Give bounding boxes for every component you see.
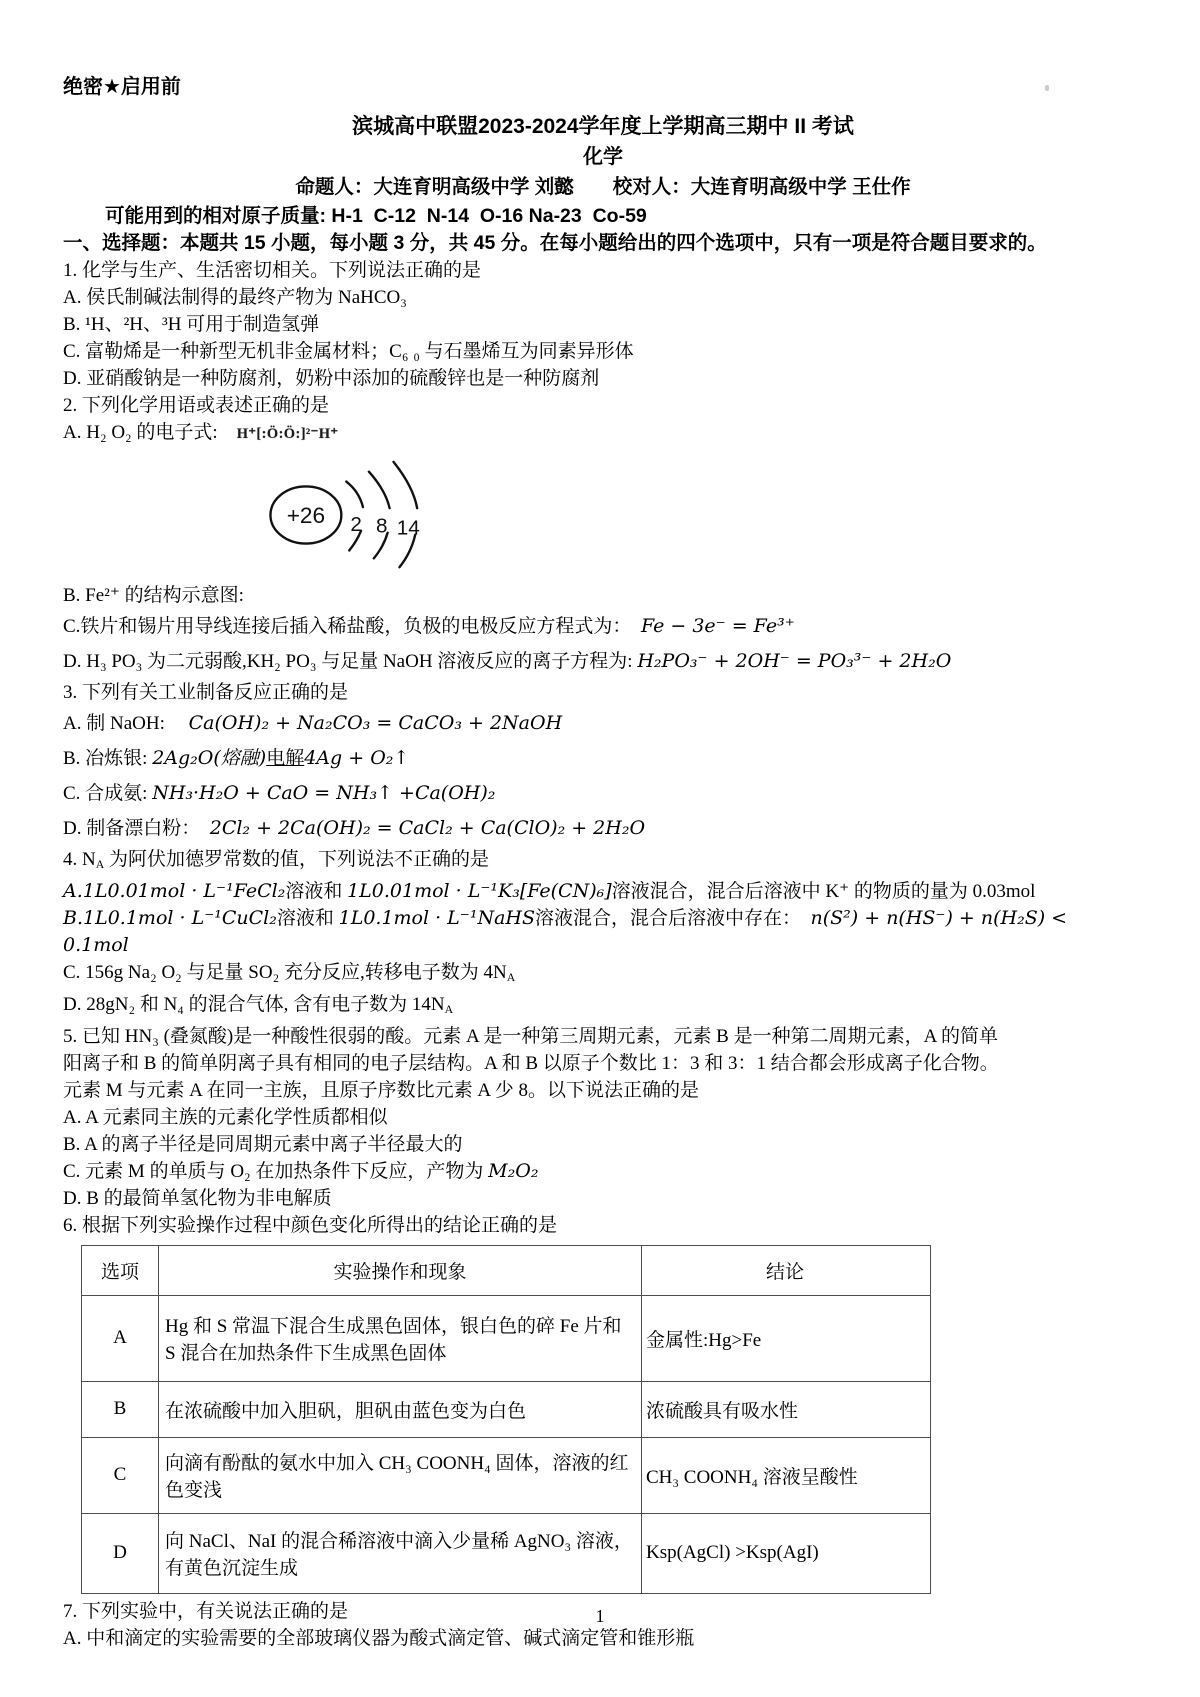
text-segment: A. 制 NaOH: — [63, 713, 189, 734]
text-segment: A — [506, 970, 516, 984]
authors-line: 命题人：大连育明高级中学 刘懿 校对人：大连育明高级中学 王仕作 — [295, 176, 911, 198]
text-line — [63, 905, 1143, 932]
text-segment: D. 28gN₂ 和 N₄ 的混合气体, 含有电子数为 14N — [63, 993, 445, 1015]
text-line — [63, 811, 1143, 846]
table-row — [82, 1513, 931, 1593]
text-segment: D. 亚硝酸钠是一种防腐剂，奶粉中添加的硫酸锌也是一种防腐剂 — [63, 368, 600, 389]
text-line — [63, 644, 1143, 679]
text-line — [63, 1185, 1143, 1212]
text-segment: C. 156g Na₂ O₂ 与足量 SO₂ 充分反应,转移电子数为 4N — [63, 961, 507, 983]
table-cell: 在浓硫酸中加入胆矾，胆矾由蓝色变为白色 — [159, 1381, 642, 1437]
table-cell: CH₃ COONH₄ 溶液呈酸性 — [642, 1437, 931, 1513]
text-segment: B. ¹H、²H、³H 可用于制造氢弹 — [63, 314, 320, 335]
text-segment: 5. 已知 HN₃ (叠氮酸)是一种酸性很弱的酸。元素 A 是一种第三周期元素，元素 B 是一种第二周期元素，A 的简单 — [63, 1025, 998, 1047]
text-line — [63, 609, 1143, 644]
text-line — [63, 419, 1143, 448]
table-header-cell: 选项 — [82, 1245, 159, 1295]
text-segment: 溶液混合，混合后溶液中 K⁺ 的物质的量为 0.03mol — [611, 880, 1036, 902]
atomic-masses-line: 可能用到的相对原子质量: H-1 C-12 N-14 O-16 Na-23 Co-59 — [105, 205, 647, 227]
text-line — [63, 338, 1143, 365]
text-line — [63, 932, 1143, 959]
text-segment: 2Cl₂ + 2Ca(OH)₂ = CaCl₂ + Ca(ClO)₂ + 2H₂O — [209, 817, 646, 839]
table-cell: 向滴有酚酞的氨水中加入 CH₃ COONH₄ 固体，溶液的红色变浅 — [159, 1437, 642, 1513]
text-line — [63, 1023, 1143, 1050]
text-line — [63, 284, 1143, 311]
question6-table-head — [82, 1245, 931, 1295]
security-label: 绝密★启用前 — [63, 76, 181, 98]
table-cell: 向 NaCl、NaI 的混合稀溶液中滴入少量稀 AgNO₃ 溶液，有黄色沉淀生成 — [159, 1513, 642, 1593]
text-segment: Ca(OH)₂ + Na₂CO₃ = CaCO₃ + 2NaOH — [188, 712, 563, 734]
questions-block-1 — [63, 257, 1143, 448]
text-line — [63, 991, 1143, 1023]
text-segment: 4. N — [63, 849, 96, 870]
text-segment: A. 侯氏制碱法制得的最终产物为 NaHCO₃ — [63, 287, 407, 308]
text-segment: C. 合成氨: — [63, 783, 153, 804]
text-segment: 1. 化学与生产、生活密切相关。下列说法正确的是 — [63, 260, 482, 281]
text-segment: D. B 的最简单氢化物为非电解质 — [63, 1187, 332, 1209]
text-segment: A — [444, 1002, 454, 1016]
text-segment: 溶液和 — [276, 907, 339, 929]
text-segment: 3. 下列有关工业制备反应正确的是 — [63, 682, 349, 703]
text-segment: B. 冶炼银: — [63, 748, 153, 769]
text-line — [63, 1104, 1143, 1131]
shell-electron-count: 8 — [375, 514, 388, 538]
table-row — [82, 1295, 931, 1381]
table-row — [82, 1437, 931, 1513]
text-segment: H⁺[:Ö:Ö:]²⁻H⁺ — [236, 426, 339, 442]
text-segment: 6. 根据下列实验操作过程中颜色变化所得出的结论正确的是 — [63, 1214, 558, 1236]
text-line — [63, 706, 1143, 741]
text-line — [63, 1158, 1143, 1185]
question6-table-body — [82, 1295, 931, 1593]
table-cell: 浓硫酸具有吸水性 — [642, 1381, 931, 1437]
text-segment: B. A 的离子半径是同周期元素中离子半径最大的 — [63, 1133, 463, 1155]
shell-electron-count: 2 — [350, 512, 362, 536]
text-line — [63, 311, 1143, 338]
table-row — [82, 1381, 931, 1437]
text-segment: A. H₂ O₂ 的电子式: — [63, 422, 237, 443]
text-line — [63, 1212, 1143, 1239]
text-segment: 为阿伏加德罗常数的值，下列说法不正确的是 — [104, 849, 489, 870]
text-segment: Fe − 3e⁻ = Fe³⁺ — [640, 615, 795, 637]
text-line — [63, 1077, 1143, 1104]
text-segment: D. H₃ PO₃ 为二元弱酸,KH₂ PO₃ 与足量 NaOH 溶液反应的离子方程为: — [63, 651, 638, 672]
text-line — [63, 257, 1143, 284]
exam-title: 滨城高中联盟2023-2024学年度上学期高三期中 II 考试 — [352, 115, 854, 138]
atom-structure-diagram — [253, 452, 473, 580]
text-segment: A. 中和滴定的实验需要的全部玻璃仪器为酸式滴定管、碱式滴定管和锥形瓶 — [63, 1627, 695, 1649]
text-segment: 1L0.1mol · L⁻¹NaHS — [338, 906, 535, 929]
text-segment: A — [95, 857, 105, 871]
section-heading: 一、选择题：本题共 15 小题，每小题 3 分，共 45 分。在每小题给出的四个选项中，只有一项是符合题目要求的。 — [63, 232, 1047, 254]
subject-title: 化学 — [583, 146, 623, 168]
text-segment: A. A 元素同主族的元素化学性质都相似 — [63, 1106, 388, 1128]
text-segment: C. 富勒烯是一种新型无机非金属材料；C₆ ₀ 与石墨烯互为同素异形体 — [63, 341, 634, 362]
text-segment: 7. 下列实验中，有关说法正确的是 — [63, 1600, 349, 1622]
text-line — [63, 1131, 1143, 1158]
table-cell: Hg 和 S 常温下混合生成黑色固体，银白色的碎 Fe 片和 S 混合在加热条件下生成黑色固体 — [159, 1295, 642, 1381]
text-segment: n(S²) + n(HS⁻) + n(H₂S) < — [810, 906, 1068, 929]
text-line — [63, 1625, 1143, 1652]
text-line — [63, 959, 1143, 991]
text-line — [63, 679, 1143, 706]
table-cell: B — [82, 1381, 159, 1437]
text-segment: C. 元素 M 的单质与 O₂ 在加热条件下反应，产物为 — [63, 1160, 489, 1182]
text-line — [63, 878, 1143, 905]
text-line — [63, 582, 1143, 609]
text-line — [63, 741, 1143, 776]
table-cell: 金属性:Hg>Fe — [642, 1295, 931, 1381]
text-segment: M₂O₂ — [488, 1159, 539, 1182]
text-segment: 阳离子和 B 的简单阴离子具有相同的电子层结构。A 和 B 以原子个数比 1：3 和 3：1 结合都会形成离子化合物。 — [63, 1052, 999, 1074]
text-line — [63, 365, 1143, 392]
text-segment: H₂PO₃⁻ + 2OH⁻ = PO₃³⁻ + 2H₂O — [637, 650, 952, 672]
text-segment: A.1L0.01mol · L⁻¹FeCl₂ — [63, 879, 286, 902]
text-line — [63, 846, 1143, 878]
table-cell: C — [82, 1437, 159, 1513]
shell-electron-count: 14 — [396, 516, 420, 540]
text-segment: D. 制备漂白粉： — [63, 818, 210, 839]
table-header-cell: 结论 — [642, 1245, 931, 1295]
text-segment: NH₃·H₂O + CaO = NH₃↑ +Ca(OH)₂ — [152, 782, 496, 804]
nucleus-charge: +26 — [286, 502, 326, 528]
text-line — [63, 776, 1143, 811]
text-segment: 溶液和 — [285, 880, 348, 902]
exam-content — [63, 74, 1143, 1652]
text-line — [63, 1050, 1143, 1077]
text-segment: 元素 M 与元素 A 在同一主族，且原子序数比元素 A 少 8。以下说法正确的是 — [63, 1079, 699, 1101]
text-segment: B.1L0.1mol · L⁻¹CuCl₂ — [63, 906, 277, 929]
text-segment: 溶液混合，混合后溶液中存在： — [534, 907, 811, 929]
table-cell: D — [82, 1513, 159, 1593]
text-segment: 1L0.01mol · L⁻¹K₃[Fe(CN)₆] — [347, 879, 612, 902]
text-segment: C.铁片和锡片用导线连接后插入稀盐酸，负极的电极反应方程式为： — [63, 616, 641, 637]
text-segment: 电解 — [266, 748, 305, 769]
text-segment: 2. 下列化学用语或表述正确的是 — [63, 395, 330, 416]
questions-block-2 — [63, 582, 1143, 1239]
text-segment: 4Ag + O₂↑ — [304, 747, 410, 769]
text-segment: B. Fe²⁺ 的结构示意图: — [63, 585, 244, 606]
text-segment: 2Ag₂O(熔融) — [152, 747, 267, 769]
table-cell: A — [82, 1295, 159, 1381]
text-line — [63, 392, 1143, 419]
table-cell: Ksp(AgCl) >Ksp(AgI) — [642, 1513, 931, 1593]
page-number: 1 — [595, 1606, 605, 1626]
table-header-cell: 实验操作和现象 — [159, 1245, 642, 1295]
text-segment: 0.1mol — [63, 933, 129, 956]
question6-table — [81, 1245, 931, 1594]
